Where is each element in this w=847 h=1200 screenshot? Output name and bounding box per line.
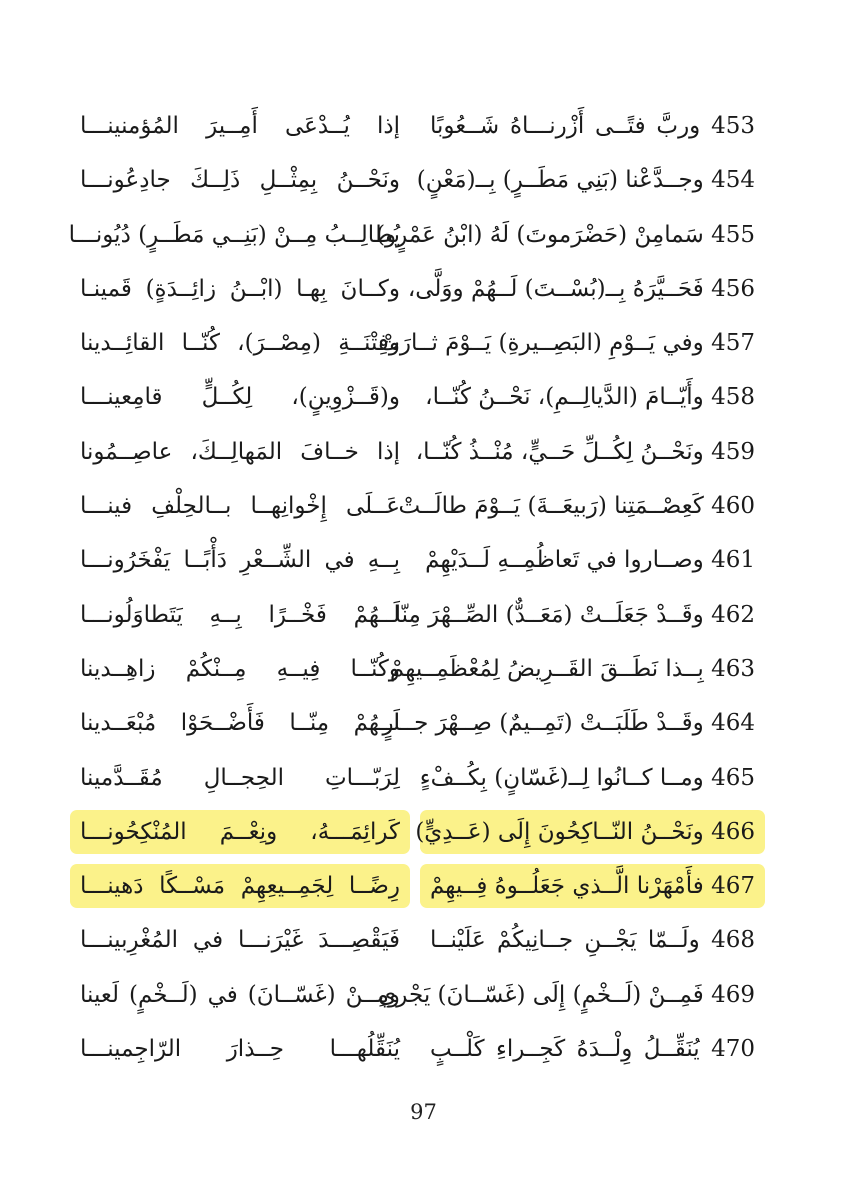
verse-first-hemistich: 464 وقَــدْ طَلَبَــتْ (تَمِــيمٌ) صِــهْرَ جــارٍ: [382, 710, 755, 737]
verse-row: [60, 969, 770, 1023]
verse-second-hemistich: إذا خــافَ المَهالِــكَ، عاصِــمُونا: [80, 438, 400, 465]
verse-first-hemistich: 457 وفي يَــوْمِ (البَصِــيرةِ) يَــوْمَ ثــارَتْ: [378, 330, 755, 357]
verse-second-hemistich: وكــانَ بِهـا (ابْــنُ زائِــدَةٍ) قَمينـا: [80, 275, 400, 302]
verse-second-hemistich: لَــهُمْ فَخْــرًا بِــهِ يَتَطاوَلُونـــا: [80, 601, 400, 628]
verse-first-hemistich: 460 كَعِصْــمَتِنا (رَبيعَــةَ) يَــوْمَ طالَــتْ: [398, 493, 755, 520]
verse-second-hemistich: وفِتْنَــةِ (مِصْــرَ)، كُنّــا القائِــدينا: [80, 330, 400, 357]
verse-second-hemistich: لِرَبّـــاتِ الحِجــالِ مُقَــدَّمينا: [80, 764, 400, 791]
verse-first-hemistich: 470 يُنَقِّــلُ وِلْــدَهُ كَجِــراءِ كَلْــبٍ: [430, 1036, 755, 1063]
verse-first-hemistich: 455 سَمامِنْ (حَضْرَموتَ) لَهُ (ابْنُ عَمْرٍو): [376, 221, 755, 248]
verse-first-hemistich: 463 بِــذا نَطَــقَ القَــرِيضُ لِمُعْظَمِــيهِمْ: [389, 655, 755, 682]
verse-second-hemistich: فَيَقْصِـــدَ غَيْرَنـــا في المُغْرِبينـــا: [80, 927, 400, 954]
verse-row: [60, 209, 770, 263]
verse-second-hemistich: و(قَــزْوِينٍ)، لِكُــلٍّ قامِعينـــا: [80, 384, 400, 411]
verse-row-highlighted: [60, 806, 770, 860]
verse-first-hemistich: 467 فأَمْهَرْنا الَّــذي جَعَلُــوهُ فِــيهِمْ: [420, 864, 765, 908]
verse-second-hemistich: لَــهُمْ مِنّــا فَأَضْــحَوْا مُبْعَــدينا: [80, 710, 400, 737]
verse-row: [60, 371, 770, 425]
verse-row: [60, 534, 770, 588]
verse-first-hemistich: 462 وقَــدْ جَعَلَــتْ (مَعَــدٌّ) الصِّــهْرَ مِنّا: [394, 601, 755, 628]
verse-row: [60, 752, 770, 806]
verse-second-hemistich: رِضًــا لِجَمِــيعِهِمْ مَسْــكًا دَهينـــا: [70, 864, 410, 908]
verse-row: [60, 589, 770, 643]
verse-first-hemistich: 469 فَمِــنْ (لَــخْمٍ) إِلَى (غَسّــانَ) يَجْري: [378, 981, 755, 1008]
verse-row: [60, 154, 770, 208]
verse-second-hemistich: يُطالِــبُ مِــنْ (بَنِــي مَطَــرٍ) دُيُونـــا: [68, 221, 400, 248]
verse-second-hemistich: ونَحْــنُ بِمِثْــلِ ذَلِــكَ جادِعُونـــا: [80, 167, 400, 194]
verse-second-hemistich: يُنَقِّلُهـــا حِــذارَ الرّاجِمينـــا: [80, 1036, 400, 1063]
verse-row: [60, 914, 770, 968]
verse-second-hemistich: ومِــنْ (غَسّــانَ) في (لَــخْمٍ) لَعينا: [80, 981, 400, 1008]
verse-second-hemistich: بِــهِ في الشِّــعْرِ دَأْبًــا يَفْخَرُونـــا: [80, 547, 400, 574]
verse-first-hemistich: 466 ونَحْــنُ النّــاكِحُونَ إِلَى (عَــدِيٍّ): [420, 810, 765, 854]
verse-row: [60, 317, 770, 371]
verse-first-hemistich: 458 وأَيّــامَ (الدَّيالِــمِ)، نَحْــنُ كُنّــا،: [425, 384, 755, 411]
verse-second-hemistich: كَرائِمَـــهُ، ونِعْــمَ المُنْكِحُونـــا: [70, 810, 410, 854]
verse-second-hemistich: وكُنّــا فِيــهِ مِــنْكُمْ زاهِــدينا: [80, 655, 400, 682]
verse-first-hemistich: 465 ومــا كــانُوا لِــ(غَسّانٍ) بِكُــفْءٍ: [419, 764, 755, 791]
page-number: 97: [410, 1100, 437, 1124]
verse-second-hemistich: عَــلَى إِخْوانِهــا بــالحِلْفِ فينـــا: [80, 493, 400, 520]
verse-row: [60, 263, 770, 317]
verse-second-hemistich: إذا يُــدْعَى أَمِــيرَ المُؤمنينـــا: [80, 113, 400, 139]
poem-block: [60, 100, 770, 1077]
verse-row: [60, 100, 770, 154]
verse-row: [60, 643, 770, 697]
verse-first-hemistich: 453 وربَّ فتًــى أَزْرنـــاهُ شَــعُوبًا: [430, 113, 755, 139]
verse-row-highlighted: [60, 860, 770, 914]
verse-row: [60, 480, 770, 534]
verse-row: [60, 1023, 770, 1077]
verse-first-hemistich: 461 وصــاروا في تَعاظُمِــهِ لَــدَيْهِمْ: [425, 547, 755, 574]
verse-row: [60, 697, 770, 751]
verse-row: [60, 426, 770, 480]
verse-first-hemistich: 456 فَحَــيَّرَهُ بِــ(بُسْــتَ) لَــهُمْ ووَلَّى،: [407, 275, 755, 302]
verse-first-hemistich: 454 وجــدَّعْنا (بَنِي مَطَــرٍ) بِــ(مَعْنٍ): [416, 167, 755, 194]
verse-first-hemistich: 468 ولَــمّا يَجْــنِ جــانِيكُمْ عَلَيْنــا: [430, 927, 755, 954]
verse-first-hemistich: 459 ونَحْــنُ لِكُــلِّ حَــيٍّ، مُنْــذُ كُنّــا،: [415, 438, 755, 465]
